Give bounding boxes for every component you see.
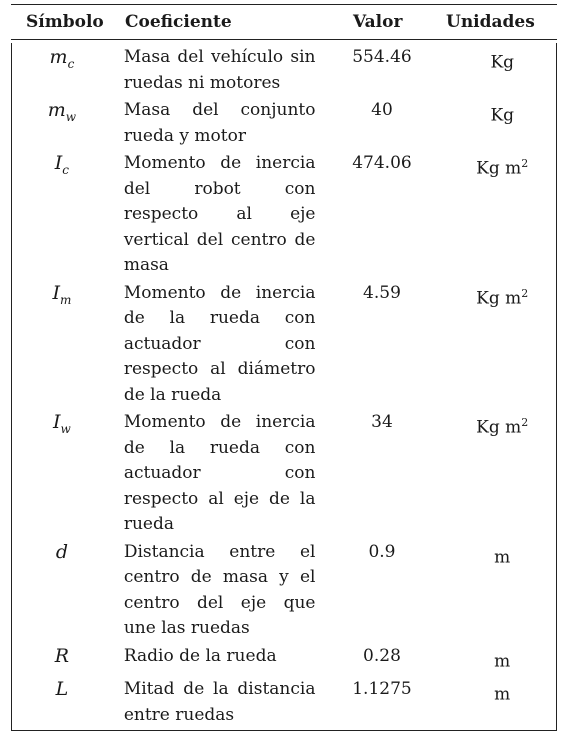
symbol-cell: $m_c$ bbox=[49, 46, 75, 71]
symbol-cell: L bbox=[55, 678, 69, 701]
value-cell: 0.9 bbox=[368, 541, 396, 562]
symbol-cell: $I_w$ bbox=[53, 411, 71, 436]
coefficient-cell: Radio de la rueda bbox=[123, 645, 277, 666]
coefficient-cell: Momento de inercia de la rueda con actuador con respecto al diámetro de la rueda bbox=[123, 282, 316, 405]
table-row bbox=[12, 675, 556, 730]
table-row bbox=[12, 538, 556, 642]
unit-cell: Kg bbox=[490, 105, 515, 126]
coefficient-cell: Distancia entre el centro de masa y el centro del eje que une las ruedas bbox=[123, 541, 316, 638]
table-row bbox=[12, 149, 556, 279]
table-row bbox=[12, 279, 556, 409]
value-cell: 474.06 bbox=[352, 153, 412, 173]
table-row bbox=[12, 96, 556, 149]
parameters-table bbox=[11, 4, 557, 731]
value-cell: 4.59 bbox=[363, 282, 401, 303]
header-rule bbox=[11, 39, 557, 40]
table-row bbox=[12, 43, 556, 96]
coefficient-cell: Mitad de la distancia entre ruedas bbox=[123, 679, 316, 725]
unit-cell: m bbox=[494, 684, 511, 705]
value-cell: 1.1275 bbox=[352, 679, 412, 700]
coefficient-cell: Momento de inercia de la rueda con actuador con respecto al eje de la rueda bbox=[123, 412, 316, 534]
unit-cell: Kg bbox=[490, 52, 515, 73]
header-coefficient: Coeficiente bbox=[125, 12, 232, 32]
coefficient-cell: Masa del conjunto rueda y motor bbox=[123, 100, 316, 146]
unit-cell: Kg $m^2$ bbox=[476, 157, 529, 179]
unit-cell: m bbox=[494, 547, 511, 568]
unit-cell: Kg $m^2$ bbox=[476, 416, 529, 438]
value-cell: 554.46 bbox=[352, 47, 412, 67]
table-header bbox=[11, 5, 557, 39]
symbol-cell: d bbox=[55, 540, 68, 563]
value-cell: 34 bbox=[371, 412, 393, 432]
value-cell: 0.28 bbox=[363, 645, 401, 666]
unit-cell: Kg $m^2$ bbox=[476, 286, 529, 309]
header-value: Valor bbox=[353, 12, 403, 32]
symbol-cell: R bbox=[54, 644, 70, 667]
unit-cell: m bbox=[494, 651, 511, 672]
coefficient-cell: Momento de inercia del robot con respecto al eje vertical del centro de masa bbox=[123, 153, 316, 275]
header-units: Unidades bbox=[446, 12, 535, 32]
table-row bbox=[12, 408, 556, 538]
symbol-cell: $m_w$ bbox=[47, 99, 77, 124]
table-row bbox=[12, 642, 556, 676]
symbol-cell: $I_c$ bbox=[54, 152, 70, 177]
coefficient-cell: Masa del vehículo sin ruedas ni motores bbox=[123, 47, 316, 93]
value-cell: 40 bbox=[371, 100, 393, 120]
table-body bbox=[11, 43, 557, 731]
symbol-cell: $I_m$ bbox=[52, 281, 72, 307]
header-symbol: Símbolo bbox=[26, 12, 104, 32]
